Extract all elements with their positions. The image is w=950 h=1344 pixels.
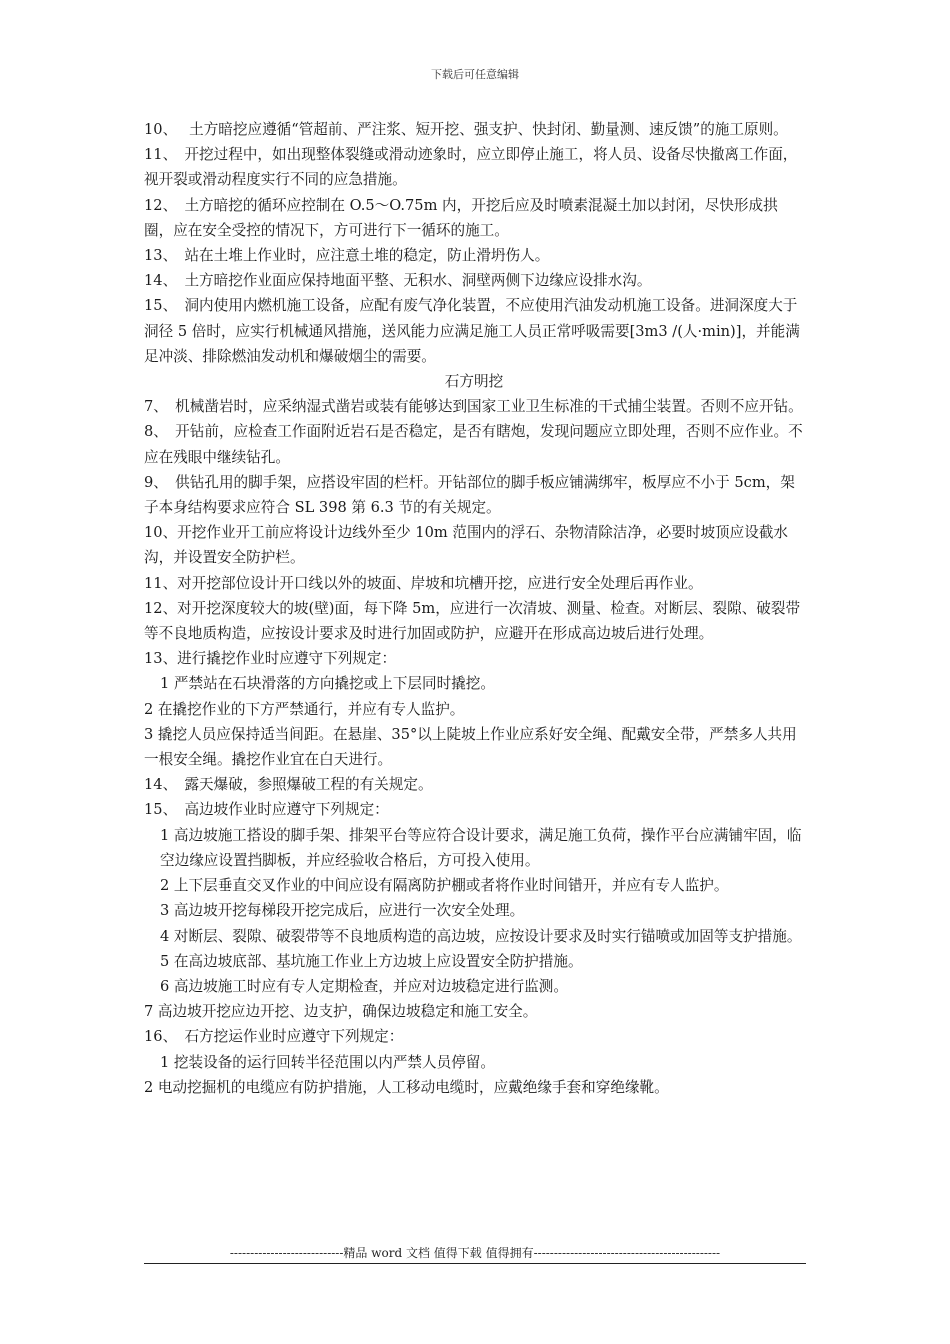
paragraph: 11、对开挖部位设计开口线以外的坡面、岸坡和坑槽开挖，应进行安全处理后再作业。 [144, 574, 703, 592]
page-header: 下载后可任意编辑 [431, 68, 519, 81]
paragraph: 15、 洞内使用内燃机施工设备，应配有废气净化装置，不应使用汽油发动机施工设备。进洞深度大于洞径 5 倍时，应实行机械通风措施，送风能力应满足施工人员正常呼吸需要[3m3 /(人·min)]，并能满足冲淡、排除燃油发动机和爆破烟尘的需要。 [144, 297, 800, 365]
paragraph: 15、 高边坡作业时应遵守下列规定： [144, 801, 389, 819]
paragraph: 8、 开钻前，应检查工作面附近岩石是否稳定，是否有瞎炮，发现问题应立即处理，否则不应作业。不应在残眼中继续钻孔。 [144, 423, 803, 466]
paragraph: 14、 露天爆破，参照爆破工程的有关规定。 [144, 776, 433, 794]
list-item: 1 严禁站在石块滑落的方向撬挖或上下层同时撬挖。 [160, 675, 495, 693]
paragraph: 7、 机械凿岩时，应采纳湿式凿岩或装有能够达到国家工业卫生标准的干式捕尘装置。否则不应开钻。 [144, 398, 803, 416]
paragraph: 12、 土方暗挖的循环应控制在 O.5～O.75m 内，开挖后应及时喷素混凝土加以封闭，尽快形成拱圈，应在安全受控的情况下，方可进行下一循环的施工。 [144, 196, 778, 239]
list-item: 2 电动挖掘机的电缆应有防护措施，人工移动电缆时，应戴绝缘手套和穿绝缘靴。 [144, 1078, 669, 1096]
list-item: 2 上下层垂直交叉作业的中间应设有隔离防护棚或者将作业时间错开，并应有专人监护。 [160, 877, 729, 895]
list-item: 5 在高边坡底部、基坑施工作业上方边坡上应设置安全防护措施。 [160, 952, 583, 970]
list-item: 1 挖装设备的运行回转半径范围以内严禁人员停留。 [160, 1053, 495, 1071]
list-item: 3 撬挖人员应保持适当间距。在悬崖、35°以上陡坡上作业应系好安全绳、配戴安全带，严禁多人共用一根安全绳。撬挖作业宜在白天进行。 [144, 725, 797, 769]
paragraph: 12、对开挖深度较大的坡(壁)面，每下降 5m，应进行一次清坡、测量、检查。对断层、裂隙、破裂带等不良地质构造，应按设计要求及时进行加固或防护，应避开在形成高边坡后进行处理。 [144, 599, 801, 643]
document-body [144, 117, 804, 1100]
section-heading: 石方明挖 [444, 373, 504, 391]
list-item: 3 高边坡开挖每梯段开挖完成后，应进行一次安全处理。 [160, 902, 525, 920]
list-item: 1 高边坡施工搭设的脚手架、排架平台等应符合设计要求，满足施工负荷，操作平台应满铺牢固，临空边缘应设置挡脚板，并应经验收合格后，方可投入使用。 [160, 826, 802, 869]
paragraph: 10、开挖作业开工前应将设计边线外至少 10m 范围内的浮石、杂物清除洁净，必要时坡顶应设截水沟，并设置安全防护栏。 [144, 524, 789, 567]
footer-divider [144, 1263, 806, 1264]
paragraph: 16、 石方挖运作业时应遵守下列规定： [144, 1028, 404, 1046]
list-item: 2 在撬挖作业的下方严禁通行，并应有专人监护。 [144, 700, 465, 718]
page-footer: ----------------------------精品 word 文档 值得下载 值得拥有---------------------------------------------- [229, 1246, 721, 1260]
paragraph: 11、 开挖过程中，如出现整体裂缝或滑动迹象时，应立即停止施工，将人员、设备尽快撤离工作面，视开裂或滑动程度实行不同的应急措施。 [144, 146, 798, 189]
list-item: 4 对断层、裂隙、破裂带等不良地质构造的高边坡，应按设计要求及时实行锚喷或加固等支护措施。 [160, 927, 802, 945]
paragraph: 9、 供钻孔用的脚手架，应搭设牢固的栏杆。开钻部位的脚手板应铺满绑牢，板厚应不小于 5cm，架子本身结构要求应符合 SL 398 第 6.3 节的有关规定。 [144, 473, 795, 517]
paragraph: 13、 站在土堆上作业时，应注意土堆的稳定，防止滑坍伤人。 [144, 247, 550, 265]
list-item: 6 高边坡施工时应有专人定期检查，并应对边坡稳定进行监测。 [160, 977, 568, 995]
paragraph: 10、 土方暗挖应遵循“管超前、严注浆、短开挖、强支护、快封闭、勤量测、速反馈”的施工原则。 [144, 121, 788, 138]
paragraph: 14、 土方暗挖作业面应保持地面平整、无积水、洞壁两侧下边缘应设排水沟。 [144, 272, 652, 290]
paragraph: 13、进行撬挖作业时应遵守下列规定： [144, 650, 397, 668]
list-item: 7 高边坡开挖应边开挖、边支护，确保边坡稳定和施工安全。 [144, 1003, 538, 1021]
